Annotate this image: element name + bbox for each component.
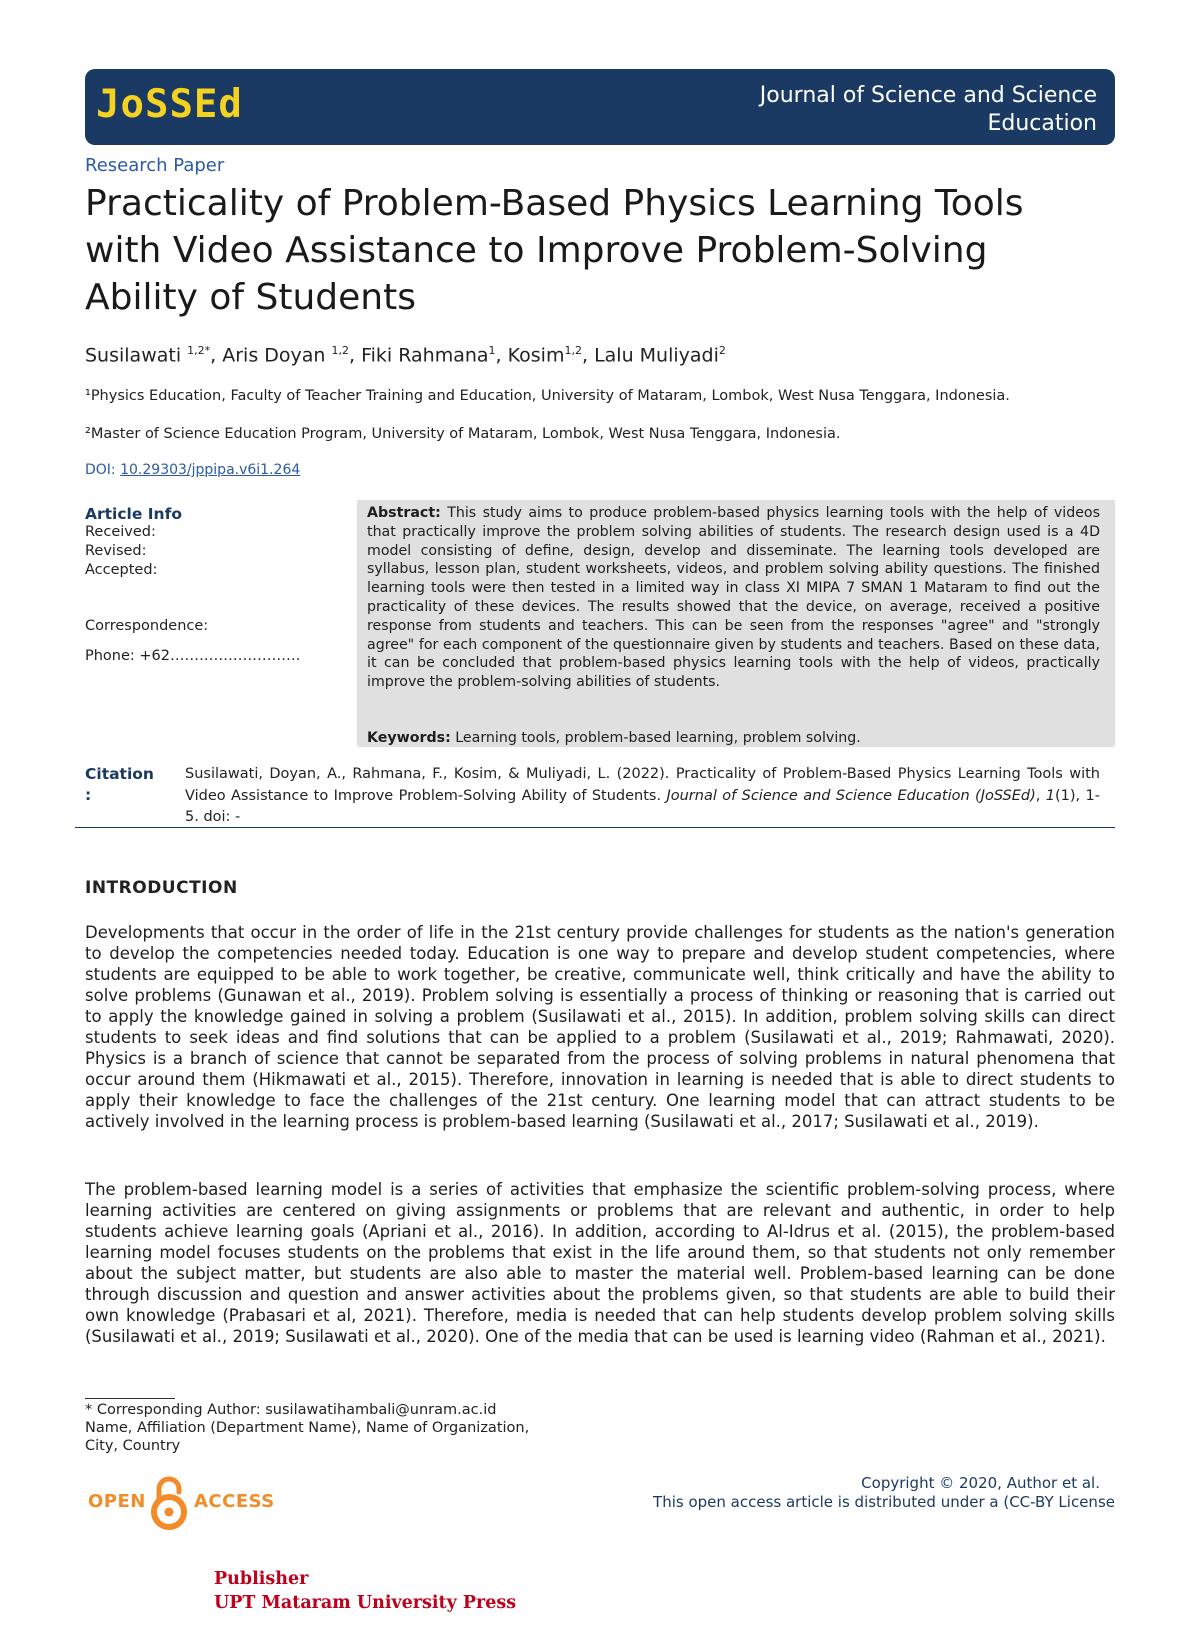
paper-title: Practicality of Problem-Based Physics Learning Tools with Video Assistance to Improve Problem-Solving Ability of Students: [85, 183, 1024, 318]
footnote-affiliation: Name, Affiliation (Department Name), Name of Organization,: [85, 1420, 530, 1436]
article-info-title: Article Info: [85, 505, 182, 523]
doi-link[interactable]: 10.29303/jppipa.v6i1.264: [120, 462, 301, 478]
journal-logo: JoSSEd: [96, 82, 243, 127]
section-heading-introduction: INTRODUCTION: [85, 878, 238, 898]
footnote-divider: [85, 1398, 175, 1399]
citation-reference: Susilawati, Doyan, A., Rahmana, F., Kosim, & Muliyadi, L. (2022). Practicality of Problem-Based Physics Learning Tools with Video Assistance to Improve Problem-Solving Ability of Students.: [185, 766, 1100, 804]
author-name: Kosim: [507, 344, 565, 367]
phone-label: Phone: +62………………………: [85, 648, 301, 664]
citation-text: [185, 764, 1100, 829]
doi: [85, 462, 300, 478]
open-access-text-access: ACCESS: [194, 1491, 275, 1512]
citation-divider: [75, 827, 1115, 828]
paper-type: Research Paper: [85, 155, 225, 176]
license-statement: This open access article is distributed under a (CC-BY License: [653, 1493, 1115, 1511]
abstract-label: Abstract:: [367, 505, 441, 521]
body-paragraph: The problem-based learning model is a series of activities that emphasize the scientific problem-solving process, where learning activities are centered on giving assignments or problems that are relevant and authentic, in order to help students achieve learning goals (Apriani et al., 2016). In addition, according to Al-Idrus et al. (2015), the problem-based learning model focuses students on the problems that exist in the life around them, so that students not only remember about the subject matter, but students are also able to master the material well. Problem-based learning can be done through discussion and question and answer activities about the problems given, so that students are able to build their own knowledge (Prabasari et al, 2021). Therefore, media is needed that can help students develop problem solving skills (Susilawati et al., 2019; Susilawati et al., 2020). One of the media that can be used is learning video (Rahman et al., 2021).: [85, 1180, 1115, 1346]
citation-volume: 1: [1045, 787, 1055, 804]
open-access-lock-icon: [148, 1476, 190, 1530]
keywords-text: Learning tools, problem-based learning, problem solving.: [450, 730, 861, 746]
journal-name: Journal of Science and Science Education: [759, 83, 1097, 136]
author-name: Aris Doyan: [222, 344, 332, 367]
revised-label: Revised:: [85, 543, 147, 559]
abstract: [367, 504, 1100, 692]
publisher-label: Publisher: [214, 1569, 309, 1589]
citation-label: Citation :: [85, 765, 154, 804]
author-name: Fiki Rahmana: [361, 344, 489, 367]
abstract-text: This study aims to produce problem-based physics learning tools with the help of videos that practically improve the problem solving abilities of students. The research design used is a 4D model consisting of define, design, develop and disseminate. The learning tools developed are syllabus, lesson plan, student worksheets, videos, and problem solving ability questions. The finished learning tools were then tested in a limited way in class XI MIPA 7 SMAN 1 Mataram to find out the practicality of these devices. The results showed that the device, on average, received a positive response from students and teachers. This can be seen from the responses "agree" and "strongly agree" for each component of the questionnaire given by students and teachers. Based on these data, it can be concluded that problem-based physics learning tools with the help of videos, practically improve the problem-solving abilities of students.: [367, 505, 1100, 691]
author-separator: ,: [581, 344, 595, 367]
citation-journal: Journal of Science and Science Education (JoSSEd): [666, 787, 1036, 804]
keywords: [367, 730, 1100, 746]
author-name: Lalu Muliyadi: [594, 344, 719, 367]
author-affiliation-marker: 2: [718, 344, 726, 357]
author-affiliation-marker: 1: [488, 344, 496, 357]
footnote-location: City, Country: [85, 1438, 181, 1454]
author-separator: ,: [495, 344, 508, 367]
author-separator: ,: [210, 344, 223, 367]
author-affiliation-marker: 1,2: [331, 344, 349, 357]
body-paragraph: Developments that occur in the order of life in the 21st century provide challenges for students as the nation's generation to develop the competencies needed today. Education is one way to prepare and develop student competencies, where students are equipped to be able to work together, be creative, communicate well, think critically and have the ability to solve problems (Gunawan et al., 2019). Problem solving is essentially a process of thinking or reasoning that is carried out to apply the knowledge gained in solving a problem (Susilawati et al., 2015). In addition, problem solving skills can direct students to seek ideas and find solutions that can be applied to a problem (Susilawati et al., 2019; Rahmawati, 2020). Physics is a branch of science that cannot be separated from the process of solving problems in natural phenomena that occur around them (Hikmawati et al., 2015). Therefore, innovation in learning is needed that is able to direct students to apply their knowledge to face the challenges of the 21st century. One learning model that can attract students to be actively involved in the learning process is problem-based learning (Susilawati et al., 2017; Susilawati et al., 2019).: [85, 923, 1115, 1131]
citation-separator: ,: [1035, 787, 1046, 804]
author-affiliation-marker: 1,2*: [187, 344, 211, 357]
accepted-label: Accepted:: [85, 562, 158, 578]
author-name: Susilawati: [85, 344, 188, 367]
correspondence-label: Correspondence:: [85, 618, 209, 634]
doi-label: DOI:: [85, 462, 121, 478]
author-affiliation-marker: 1,2: [564, 344, 582, 357]
keywords-label: Keywords:: [367, 730, 451, 746]
citation-issue-pages: (1), 1-5. doi: -: [185, 787, 1100, 825]
author-list: [85, 344, 726, 366]
open-access-text-open: OPEN: [88, 1491, 146, 1512]
author-separator: ,: [349, 344, 362, 367]
affiliation-1: ¹Physics Education, Faculty of Teacher Training and Education, University of Mataram, Lombok, West Nusa Tenggara, Indonesia.: [85, 388, 1010, 404]
affiliation-2: ²Master of Science Education Program, University of Mataram, Lombok, West Nusa Tenggara, Indonesia.: [85, 426, 841, 442]
footnote-corresponding-author: * Corresponding Author: susilawatihambali@unram.ac.id: [85, 1402, 497, 1418]
publisher-name: UPT Mataram University Press: [214, 1593, 517, 1613]
received-label: Received:: [85, 524, 156, 540]
copyright: Copyright © 2020, Author et al.: [861, 1474, 1100, 1492]
